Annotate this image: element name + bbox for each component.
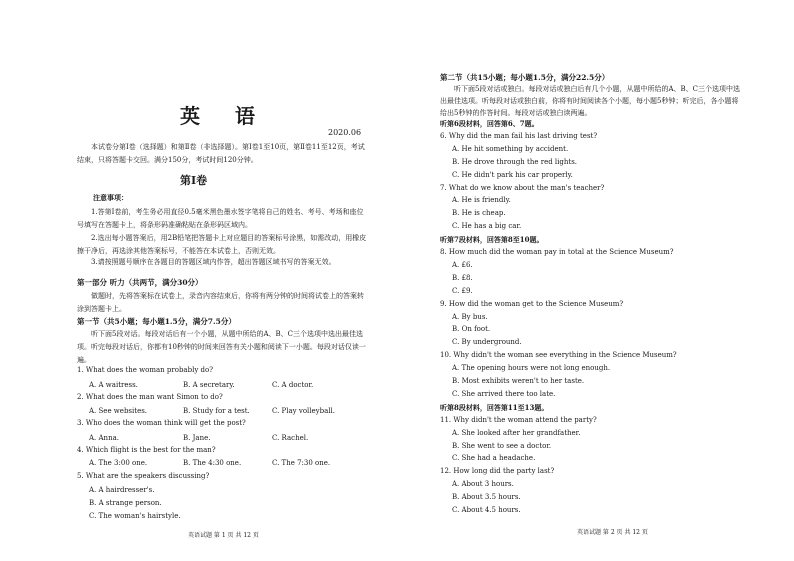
question-text: 4. Which flight is the best for the man? (77, 446, 216, 454)
question-text: 7. What do we know about the man's teacher? (440, 183, 605, 192)
option-b: B. Study for a test. (183, 407, 250, 415)
option: A. She looked after her grandfather. (452, 428, 581, 437)
option-a: A. See websites. (89, 407, 148, 415)
question-text: 1. What does the woman probably do? (77, 366, 213, 374)
page-footer: 英语试题 第 1 页 共 12 页 (188, 532, 259, 539)
question-text: 2. What does the man want Simon to do? (77, 393, 223, 401)
option-a: A. A waitress. (89, 381, 138, 389)
question-text: 5. What are the speakers discussing? (77, 472, 210, 480)
option: A. The opening hours were not long enough. (452, 364, 611, 373)
notice-title: 注意事项： (93, 193, 128, 202)
option: B. About 3.5 hours. (452, 493, 521, 502)
question-text: 11. Why didn't the woman attend the party? (440, 415, 597, 424)
option-c: C. The woman's hairstyle. (89, 512, 181, 520)
option: B. He drove through the red lights. (452, 157, 578, 166)
section-title: 第Ⅰ卷 (180, 174, 208, 187)
option: C. About 4.5 hours. (452, 506, 521, 514)
intro-text: 本试卷分第Ⅰ卷（选择题）和第Ⅱ卷（非选择题）。第Ⅰ卷1至10页，第Ⅱ卷11至12页，考试结束，只将答题卡交回。满分150分，考试时间120分钟。 (77, 143, 365, 164)
option: A. He is friendly. (452, 196, 511, 205)
option: A. He hit something by accident. (452, 144, 569, 153)
question-text: 8. How much did the woman pay in total at the Science Museum? (440, 248, 674, 256)
option-c: C. Rachel. (272, 434, 309, 442)
part1-title: 第一部分 听力（共两节，满分30分） (77, 278, 203, 287)
option-b: B. A strange person. (89, 499, 162, 507)
page-title: 英 语 (180, 104, 269, 128)
option-a: A. A hairdresser's. (89, 486, 155, 494)
section2-title: 第二节（共15小题；每小题1.5分，满分22.5分） (440, 73, 610, 82)
section1-title: 第一节（共5小题；每小题1.5分，满分7.5分） (77, 317, 236, 326)
option: C. She had a headache. (452, 454, 536, 463)
option: B. £8. (452, 273, 473, 282)
option: B. She went to see a doctor. (452, 441, 552, 450)
material-heading: 听第8段材料，回答第11至13题。 (440, 402, 549, 412)
option: C. She arrived there too late. (452, 389, 556, 398)
option: B. He is cheap. (452, 209, 506, 218)
question-text: 9. How did the woman get to the Science Museum? (440, 299, 624, 308)
option: B. On foot. (452, 325, 491, 334)
material-heading: 听第6段材料，回答第6、7题。 (440, 119, 539, 128)
option-a: A. The 3:00 one. (89, 459, 148, 467)
option: B. Most exhibits weren't to her taste. (452, 377, 585, 385)
option: A. By bus. (452, 312, 488, 321)
option-b: B. Jane. (183, 434, 211, 442)
right-page (397, 0, 794, 561)
section2-intro: 听下面5段对话或独白。每段对话或独白后有几个小题，从题中所给的A、B、C三个选项中选出最佳选项。听每段对话或独白前，你将有时间阅读各个小题，每小题5秒钟；听完后，各小题将给出5秒钟的作答时间。每段对话或独白读两遍。 (440, 85, 741, 117)
notice-item: 1.答第Ⅰ卷前，考生务必用直径0.5毫米黑色墨水签字笔将自己的姓名、考号、考场和座位号填写在答题卡上，将条形码准确粘贴在条形码区域内。 (77, 208, 364, 229)
option-b: B. The 4:30 one. (183, 459, 242, 467)
page-footer: 英语试题 第 2 页 共 12 页 (577, 529, 648, 536)
option: C. By underground. (452, 338, 522, 347)
question-text: 12. How long did the party last? (440, 467, 555, 476)
option: C. He didn't park his car properly. (452, 170, 573, 179)
part1-intro: 做题时，先将答案标在试卷上，录音内容结束后，你将有两分钟的时间将试卷上的答案转涂到答题卡上。 (77, 292, 364, 313)
option: A. £6. (452, 260, 473, 269)
section1-intro: 听下面5段对话。每段对话后有一个小题，从题中所给的A、B、C三个选项中选出最佳选项。听完每段对话后，你都有10秒钟的时间来回答有关小题和阅读下一小题。每段对话仅读一遍。 (77, 330, 366, 364)
question-text: 3. Who does the woman think will get the post? (77, 419, 246, 427)
option: C. He has a big car. (452, 222, 522, 231)
notice-item: 3.请按照题号顺序在各题目的答题区域内作答，超出答题区域书写的答案无效。 (91, 258, 336, 266)
question-text: 6. Why did the man fail his last driving test? (440, 131, 598, 140)
material-heading: 听第7段材料，回答第8至10题。 (440, 235, 544, 245)
option-c: C. The 7:30 one. (272, 459, 331, 467)
option-a: A. Anna. (89, 434, 119, 442)
option: A. About 3 hours. (452, 480, 514, 489)
option-c: C. A doctor. (272, 381, 314, 389)
exam-date: 2020.06 (328, 128, 362, 137)
option: C. £9. (452, 286, 473, 295)
question-text: 10. Why didn't the woman see everything in the Science Museum? (440, 351, 677, 360)
option-b: B. A secretary. (183, 381, 235, 389)
notice-item: 2.选出每小题答案后，用2B铅笔把答题卡上对应题目的答案标号涂黑，如需改动，用橡皮擦干净后，再选涂其他答案标号，不能答在本试卷上，否则无效。 (77, 234, 367, 255)
option-c: C. Play volleyball. (272, 407, 335, 415)
